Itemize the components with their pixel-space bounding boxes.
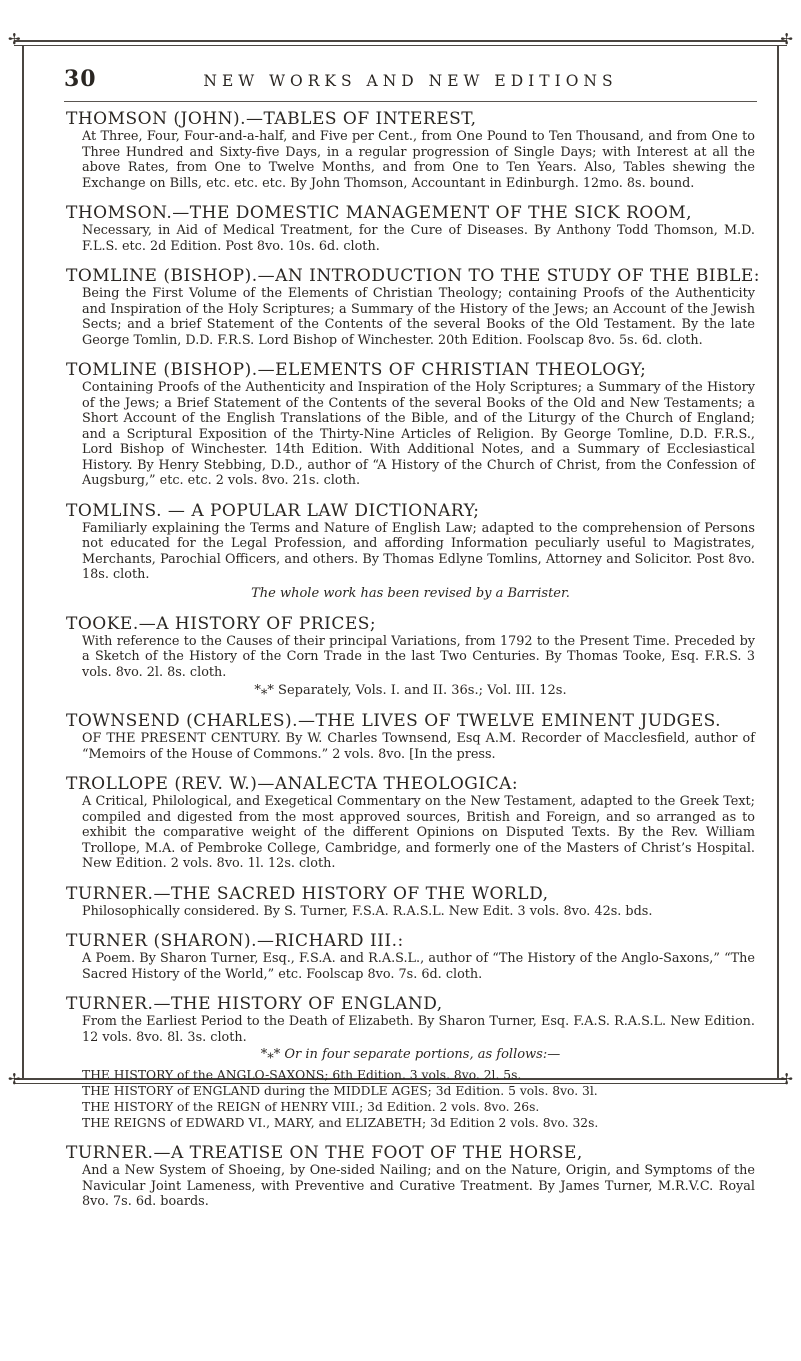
frame-left-rule bbox=[22, 45, 24, 1078]
entry-body: From the Earliest Period to the Death of Elizabeth. By Sharon Turner, Esq. F.A.S. R.A.S.L. New Edition. 12 vols. 8vo. 8l. 3s. cloth. bbox=[82, 1014, 755, 1045]
list-item: THE HISTORY of the ANGLO-SAXONS; 6th Edition. 3 vols. 8vo. 2l. 5s. bbox=[82, 1068, 522, 1082]
entry-heading: TOMLINS. — A POPULAR LAW DICTIONARY; bbox=[66, 500, 480, 521]
entry-body: Being the First Volume of the Elements of Christian Theology; containing Proofs of the Authenticity and Inspiration of the Holy Scriptures; a Summary of the History of the Jews; an Account of the Jewish Sects; and a brief Statement of the Contents of the several Books of the Old Testament. By the late George Tomlin, D.D. F.R.S. Lord Bishop of Winchester. 20th Edition. Foolscap 8vo. 5s. 6d. cloth. bbox=[82, 286, 755, 348]
entry-body: Containing Proofs of the Authenticity and Inspiration of the Holy Scriptures; a Summary of the History of the Jews; a Brief Statement of the Contents of the several Books of the Old and New Testaments; a Short Account of the English Translations of the Bible, and of the Liturgy of the Church of England; and a Scriptural Exposition of the Thirty-Nine Articles of Religion. By George Tomline, D.D. F.R.S., Lord Bishop of Winchester. 14th Edition. With Additional Notes, and a Summary of Ecclesiastical History. By Henry Stebbing, D.D., author of “A History of the Church of Christ, from the Confession of Augsburg,” etc. etc. 2 vols. 8vo. 21s. cloth. bbox=[82, 380, 755, 488]
entry-heading: THOMSON (JOHN).—TABLES OF INTEREST, bbox=[66, 109, 477, 129]
entry bbox=[66, 110, 755, 191]
corner-ornament-icon: ✢ bbox=[780, 30, 793, 48]
entry-body: With reference to the Causes of their principal Variations, from 1792 to the Present Time. Preceded by a Sketch of the History of the Corn Trade in the last Two Centuries. By Thomas Tooke, Esq. F.R.S. 3 vols. 8vo. 2l. 8s. cloth. bbox=[82, 633, 755, 680]
entry-heading: TURNER.—THE HISTORY OF ENGLAND, bbox=[66, 994, 443, 1014]
frame-right-rule bbox=[777, 45, 779, 1078]
entry-heading: TOOKE.—A HISTORY OF PRICES; bbox=[66, 613, 377, 634]
entry-heading: TURNER.—THE SACRED HISTORY OF THE WORLD, bbox=[66, 883, 549, 904]
entry bbox=[66, 775, 755, 872]
corner-ornament-icon: ✢ bbox=[8, 30, 21, 48]
entry bbox=[66, 204, 755, 254]
entry-heading: TOMLINE (BISHOP).—AN INTRODUCTION TO THE STUDY OF THE BIBLE: bbox=[66, 266, 761, 286]
entry bbox=[66, 266, 761, 348]
entry-heading: TROLLOPE (REV. W.)—ANALECTA THEOLOGICA: bbox=[66, 774, 519, 794]
entry-heading: TOWNSEND (CHARLES).—THE LIVES OF TWELVE EMINENT JUDGES. bbox=[66, 711, 722, 731]
entry-body: A Poem. By Sharon Turner, Esq., F.S.A. and R.A.S.L., author of “The History of the Anglo-Saxons,” “The Sacred History of the World,” etc. Foolscap 8vo. 7s. 6d. cloth. bbox=[82, 951, 755, 982]
entry-heading: THOMSON.—THE DOMESTIC MANAGEMENT OF THE SICK ROOM, bbox=[66, 203, 693, 223]
entry-list bbox=[66, 109, 761, 1223]
entry bbox=[66, 1144, 755, 1210]
entry bbox=[66, 615, 755, 700]
entry-heading: TURNER.—A TREATISE ON THE FOOT OF THE HORSE, bbox=[66, 1143, 583, 1163]
entry-body: OF THE PRESENT CENTURY. By W. Charles Townsend, Esq A.M. Recorder of Macclesfield, author of “Memoirs of the House of Commons.” 2 vols. 8vo. [In the press. bbox=[82, 731, 755, 762]
entry-body: At Three, Four, Four-and-a-half, and Five per Cent., from One Pound to Ten Thousand, and from One to Three Hundred and Sixty-five Days, in a regular progression of Single Days; with Interest at all the above Rates, from One to Twelve Months, and from One to Ten Years. Also, Tables shewing the Exchange on Bills, etc. etc. etc. By John Thomson, Accountant in Edinburgh. 12mo. 8s. bound. bbox=[82, 129, 755, 191]
entry-body: And a New System of Shoeing, by One-sided Nailing; and on the Nature, Origin, and Symptoms of the Navicular Joint Lameness, with Preventive and Curative Treatment. By James Turner, M.R.V.C. Royal 8vo. 7s. 6d. boards. bbox=[82, 1163, 755, 1209]
entry bbox=[66, 932, 755, 982]
entry bbox=[66, 712, 755, 762]
list-item: THE HISTORY of ENGLAND during the MIDDLE AGES; 3d Edition. 5 vols. 8vo. 3l. bbox=[82, 1084, 598, 1098]
frame-top-rule bbox=[14, 40, 787, 42]
entry bbox=[66, 361, 755, 489]
header-rule bbox=[64, 101, 757, 102]
list-item: THE REIGNS of EDWARD VI., MARY, and ELIZABETH; 3d Edition 2 vols. 8vo. 32s. bbox=[82, 1116, 599, 1130]
entry-italic-note: The whole work has been revised by a Barrister. bbox=[251, 585, 570, 601]
entry bbox=[66, 885, 755, 920]
corner-ornament-icon: ✢ bbox=[780, 1070, 793, 1088]
list-item: THE HISTORY of the REIGN of HENRY VIII.; 3d Edition. 2 vols. 8vo. 26s. bbox=[82, 1100, 540, 1114]
entry-body: Necessary, in Aid of Medical Treatment, for the Cure of Diseases. By Anthony Todd Thomson, M.D. F.L.S. etc. 2d Edition. Post 8vo. 10s. 6d. cloth. bbox=[82, 223, 755, 254]
entry-body: Familiarly explaining the Terms and Nature of English Law; adapted to the comprehension of Persons not educated for the Legal Profession, and affording Information peculiarly useful to Magistrates, Merchants, Parochial Officers, and others. By Thomas Edlyne Tomlins, Attorney and Solicitor. Post 8vo. 18s. cloth. bbox=[82, 520, 755, 582]
page-header bbox=[64, 66, 757, 96]
entry bbox=[66, 995, 755, 1131]
entry-body: A Critical, Philological, and Exegetical Commentary on the New Testament, adapted to the Greek Text; compiled and digested from the most approved sources, British and Foreign, and so arranged as to exhibit the comparative weight of the different Opinions on Disputed Texts. By the Rev. William Trollope, M.A. of Pembroke College, Cambridge, and formerly one of the Masters of Christ’s Hospital. New Edition. 2 vols. 8vo. 1l. 12s. cloth. bbox=[82, 794, 755, 871]
entry-heading: TURNER (SHARON).—RICHARD III.: bbox=[66, 931, 404, 951]
corner-ornament-icon: ✢ bbox=[8, 1070, 21, 1088]
entry bbox=[66, 502, 755, 602]
entry-body: Philosophically considered. By S. Turner, F.S.A. R.A.S.L. New Edit. 3 vols. 8vo. 42s. bds. bbox=[82, 903, 653, 919]
running-title: NEW WORKS AND NEW EDITIONS bbox=[203, 72, 618, 90]
page-number: 30 bbox=[64, 66, 97, 92]
entry-sub-note: *⁎* Or in four separate portions, as follows:— bbox=[260, 1047, 561, 1062]
entry-note: *⁎* Separately, Vols. I. and II. 36s.; Vol. III. 12s. bbox=[254, 683, 567, 698]
entry-heading: TOMLINE (BISHOP).—ELEMENTS OF CHRISTIAN THEOLOGY; bbox=[66, 360, 647, 380]
